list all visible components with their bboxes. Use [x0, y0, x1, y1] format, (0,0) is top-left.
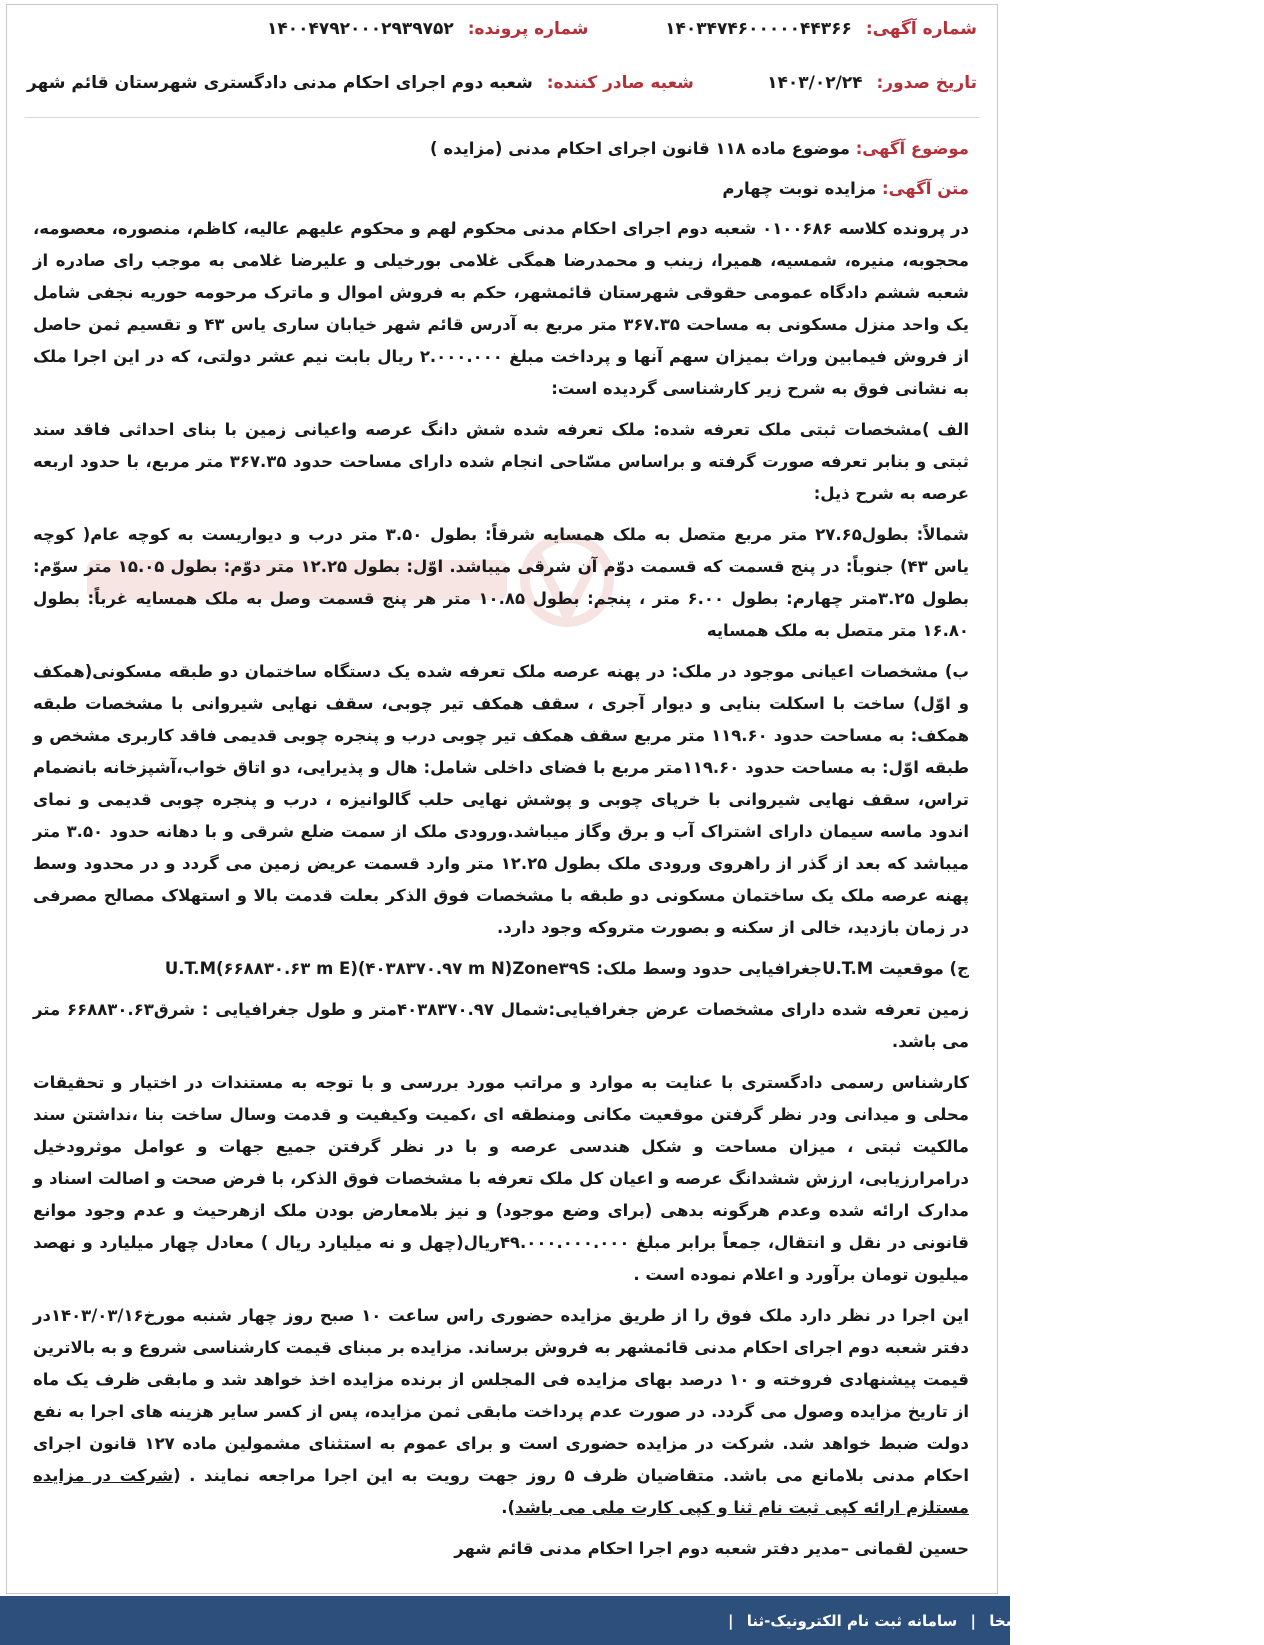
footer-bar	[0, 1596, 1264, 1645]
paragraph-valuation: کارشناس رسمی دادگستری با عنایت به موارد و مراتب مورد بررسی و با توجه به مستندات در اختیار و تحقیقات محلی و میدانی ودر نظر گرفتن موقعیت مکانی ومنطقه ای ،کمیت وکیفیت و قدمت وسال ساخت بنا ،نداشتن سند مالکیت ثبتی ، میزان مساحت و شکل هندسی عرصه و با در نظر گرفتن جمیع جهات و عوامل موثرودخیل درامرارزیابی، ارزش ششدانگ عرصه و اعیان کل ملک تعرفه با مشخصات فوق الذکر، با فرض صحت و اصالت اسناد و مدارک ارائه شده وعدم هرگونه بدهی (برای وضع موجود) و نیز بلامعارض بودن ملک ازهرحیث و عدم وجود موانع قانونی در نقل و انتقال، جمعاً برابر مبلغ ۴۹.۰۰۰.۰۰۰.۰۰۰ریال(چهل و نه میلیارد ریال ) معادل چهار میلیارد و نهصد میلیون تومان برآورد و اعلام نموده است .	[33, 1073, 969, 1284]
ad-number-label: شماره آگهی:	[865, 19, 977, 39]
footer-link-sana[interactable]: سامانه ثبت نام الکترونیک-ثنا	[746, 1611, 958, 1630]
notice-frame	[6, 4, 998, 1594]
issue-date-label: تاریخ صدور:	[876, 73, 977, 93]
notice-content	[33, 133, 969, 1574]
ad-number-group	[665, 19, 977, 39]
case-number-group	[267, 19, 589, 39]
body-title-value: مزایده نوبت چهارم	[722, 179, 877, 198]
header-row-2	[27, 73, 977, 93]
auction-requirement-note: شرکت در مزایده مستلزم ارائه کپی ثبت نام ثنا و کپی کارت ملی می باشد	[33, 1466, 969, 1517]
paragraph-boundaries: شمالاً: بطول۲۷.۶۵ متر مربع متصل به ملک همسایه شرقاً: بطول ۳.۵۰ متر درب و دیواریست به کوچه عام( کوچه یاس ۴۳) جنوباً: در پنج قسمت که قسمت دوّم آن شرقی میباشد. اوّل: بطول ۱۲.۲۵ متر دوّم: بطول ۱۵.۰۵ متر سوّم: بطول ۳.۲۵متر چهارم: بطول ۶.۰۰ متر ، پنجم: بطول ۱۰.۸۵ متر هر پنج قسمت وصل به ملک همسایه غرباً: بطول ۱۶.۸۰ متر متصل به ملک همسایه	[33, 525, 970, 640]
body-title-line	[33, 173, 969, 205]
paragraph-coordinates: زمین تعرفه شده دارای مشخصات عرض جغرافیایی:شمال ۴۰۳۸۳۷۰.۹۷متر و طول جغرافیایی : شرق۶۶۸۸۳۰.۶۳ متر می باشد.	[33, 1000, 969, 1051]
branch-group	[27, 73, 694, 93]
case-number: ۱۴۰۰۴۷۹۲۰۰۰۲۹۳۹۷۵۲	[267, 19, 454, 39]
paragraph-utm: ج) موقعیت U.T.Mجغرافیایی حدود وسط ملک: U.T.M(۶۶۸۸۳۰.۶۳ m E)(۴۰۳۸۳۷۰.۹۷ m N)Zone۳۹S	[164, 959, 969, 978]
auction-end: ).	[501, 1498, 516, 1517]
branch-label: شعبه صادر کننده:	[546, 73, 694, 93]
auction-main-text: این اجرا در نظر دارد ملک فوق را از طریق مزایده حضوری راس ساعت ۱۰ صبح روز چهار شنبه مورخ۱۴۰۳/۰۳/۱۶در دفتر شعبه دوم اجرای احکام مدنی قائمشهر به فروش برساند. مزایده بر مبنای قیمت کارشناسی شروع و به بالاترین قیمت پیشنهادی فروخته و ۱۰ درصد بهای مزایده فی المجلس از برنده مزایده اخذ خواهد شد و مابقی ظرف یک ماه از تاریخ مزایده وصول می گردد. در صورت عدم پرداخت مابقی ثمن مزایده، پس از کسر سایر هزینه های اجرا به نفع دولت ضبط خواهد شد. شرکت در مزایده حضوری است و برای عموم به استثنای مشمولین ماده ۱۲۷ قانون اجرای احکام مدنی بلامانع می باشد. متقاضیان ظرف ۵ روز جهت رویت به این اجرا مراجعه نمایند . (	[33, 1306, 969, 1485]
signature: حسین لقمانی –مدیر دفتر شعبه دوم اجرا احکام مدنی قائم شهر	[454, 1539, 969, 1558]
issue-date-group	[767, 73, 977, 93]
paragraph-auction	[33, 1300, 969, 1524]
header-divider	[25, 117, 979, 118]
paragraph-intro: در پرونده کلاسه ۰۱۰۰۶۸۶ شعبه دوم اجرای احکام مدنی محکوم لهم و محکوم علیهم عالیه، کاظم، منصوره، معصومه، محجوبه، منیره، شمسیه، همیرا، زینب و محمدرضا همگی غلامی بورخیلی و علیرضا غلامی به موجب رای صادره از شعبه ششم دادگاه عمومی حقوقی شهرستان قائمشهر، حکم به فروش اموال و ماترک مرحومه حوریه نجفی شامل یک واحد منزل مسکونی به مساحت ۳۶۷.۳۵ متر مربع به آدرس قائم شهر خیابان ساری یاس ۴۳ و تقسیم ثمن حاصل از فروش فیمابین وراث بمیزان سهم آنها و پرداخت مبلغ ۲.۰۰۰.۰۰۰ ریال بابت نیم عشر دولتی، که در این اجرا ملک به نشانی فوق به شرح زیر کارشناسی گردیده است:	[33, 219, 970, 398]
footer-separator-end: |	[728, 1611, 734, 1630]
subject-value: موضوع ماده ۱۱۸ قانون اجرای احکام مدنی (مزایده )	[430, 139, 850, 158]
body-title-label: متن آگهی:	[882, 179, 969, 198]
issue-date: ۱۴۰۳/۰۲/۲۴	[767, 73, 863, 93]
branch-name: شعبه دوم اجرای احکام مدنی دادگستری شهرستان قائم شهر	[27, 73, 533, 93]
footer-links	[720, 1612, 1264, 1630]
subject-label: موضوع آگهی:	[855, 139, 969, 158]
subject-line	[33, 133, 969, 165]
paragraph-building: ب) مشخصات اعیانی موجود در ملک: در پهنه عرصه ملک تعرفه شده یک دستگاه ساختمان دو طبقه مسکونی(همکف و اوّل) ساخت با اسکلت بنایی و دیوار آجری ، سقف همکف تیر چوبی، سقف نهایی شیروانی با مشخصات طبقه همکف: به مساحت حدود ۱۱۹.۶۰ متر مربع سقف همکف تیر چوبی درب و پنجره چوبی قدیمی فاقد کاربری مشخص و طبقه اوّل: به مساحت حدود ۱۱۹.۶۰متر مربع با فضای داخلی شامل: هال و پذیرایی، دو اتاق خواب،آشپزخانه بانضمام تراس، سقف نهایی شیروانی با خرپای چوبی و پوشش نهایی حلب گالوانیزه ، درب و پنجره چوبی قدیمی و نمای اندود ماسه سیمان دارای اشتراک آب و برق وگاز میباشد.ورودی ملک از سمت ضلع شرقی و با دهانه حدود ۳.۵۰ متر میباشد که بعد از گذر از راهروی ورودی ملک بطول ۱۲.۲۵ متر وارد قسمت عریض زمین می گردد و در محدود وسط پهنه عرصه ملک یک ساختمان مسکونی دو طبقه با مشخصات فوق الذکر بعلت قدمت بالا و استهلاک مصالح مصرفی در زمان بازدید، خالی از سکنه و بصورت متروکه وجود دارد.	[33, 662, 970, 937]
paragraph-registration: الف )مشخصات ثبتی ملک تعرفه شده: ملک تعرفه شده شش دانگ عرصه واعیانی زمین با بنای احداثی فاقد سند ثبتی و بنابر تعرفه صورت گرفته و براساس مسّاحی انجام شده دارای مساحت حدود ۳۶۷.۳۵ متر مربع، با حدود اربعه عرصه به شرح ذیل:	[33, 420, 969, 503]
footer-link-sakha[interactable]: سامانه خدمات الکترونیک قضایی-سخا	[989, 1611, 1264, 1630]
footer-separator: |	[970, 1611, 977, 1630]
case-number-label: شماره پرونده:	[467, 19, 589, 39]
ad-number: ۱۴۰۳۴۷۴۶۰۰۰۰۰۴۴۳۶۶	[665, 19, 852, 39]
header-row-1	[27, 19, 977, 39]
